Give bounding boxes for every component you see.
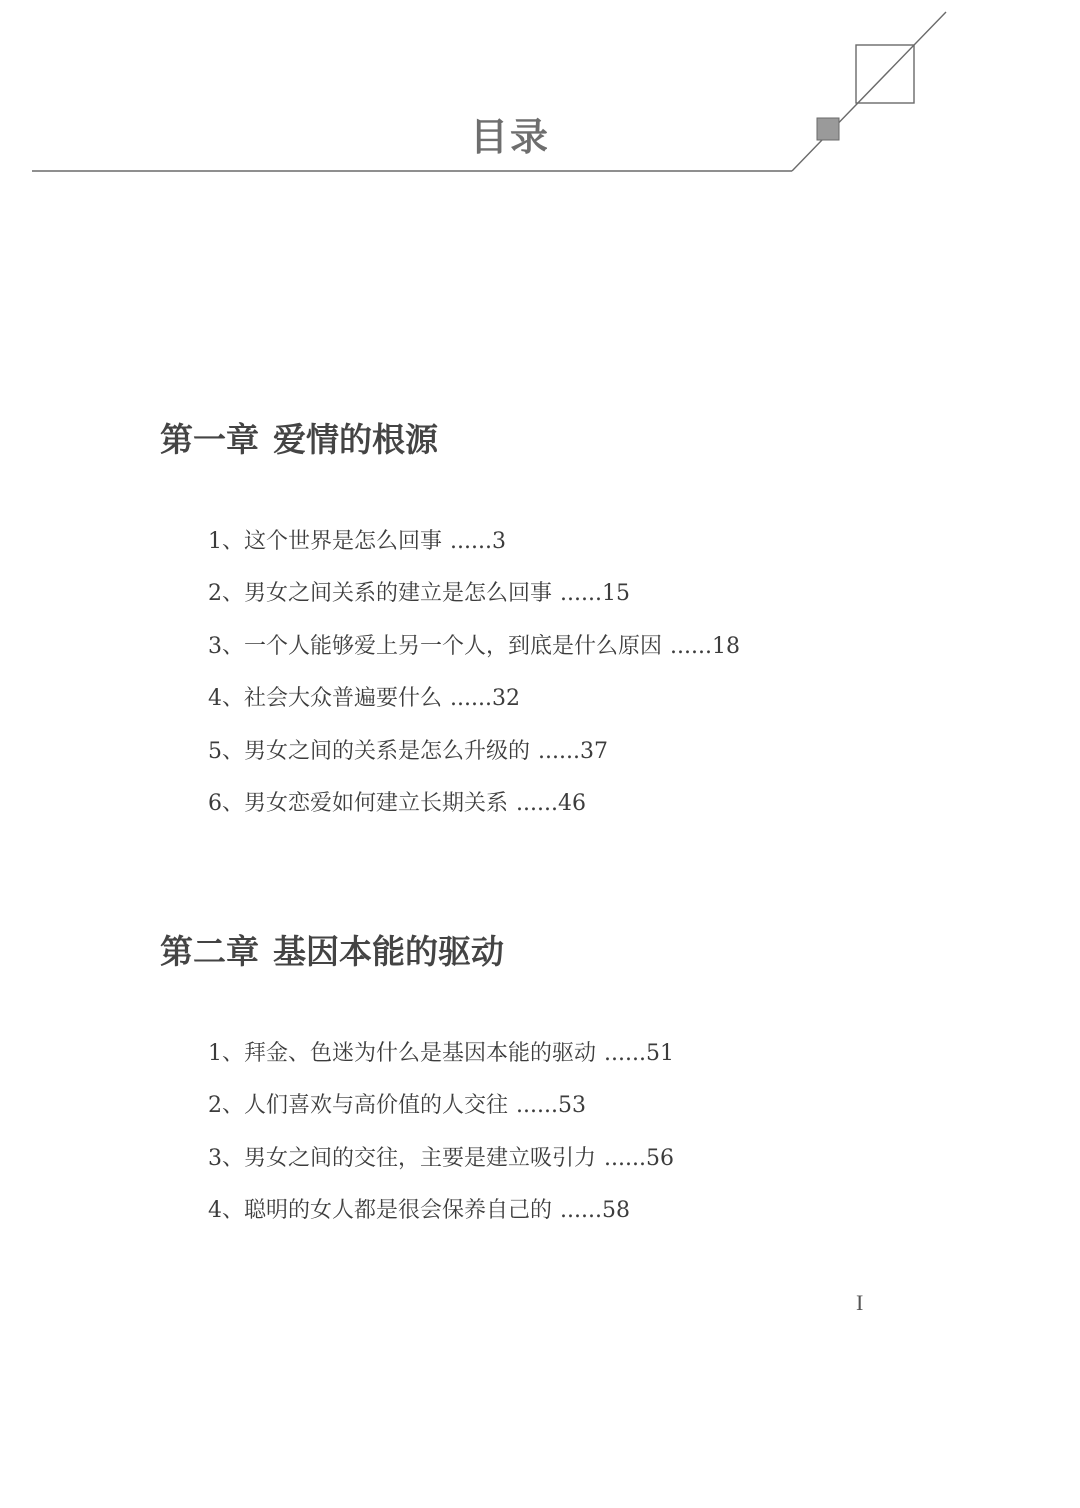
entry-page: 15 <box>601 581 630 607</box>
toc-entry[interactable] <box>208 1080 968 1132</box>
entry-leader: ...... <box>560 1198 602 1224</box>
toc-entry[interactable] <box>208 673 968 725</box>
toc-entry[interactable] <box>208 726 968 778</box>
entry-list <box>208 1028 968 1238</box>
entry-index: 4、 <box>208 686 244 712</box>
chapter-1 <box>160 418 980 816</box>
page-title: 目录 <box>470 115 551 159</box>
entry-leader: ...... <box>604 1145 646 1171</box>
entry-text: 社会大众普遍要什么 <box>244 686 443 712</box>
entry-leader: ...... <box>560 581 602 607</box>
toc-entry[interactable] <box>208 778 968 830</box>
entry-leader: ...... <box>450 529 492 554</box>
entry-page: 37 <box>579 738 608 764</box>
chapter-title: 爱情的根源 <box>273 420 438 459</box>
entry-index: 1、 <box>208 1041 244 1066</box>
entry-page: 51 <box>645 1041 674 1066</box>
page-number: I <box>856 1290 864 1315</box>
entry-page: 18 <box>711 633 740 659</box>
toc-entry[interactable] <box>208 1028 968 1080</box>
entry-index: 2、 <box>208 581 244 607</box>
entry-index: 3、 <box>208 1145 244 1171</box>
chapter-2 <box>160 930 980 1224</box>
entry-text: 男女恋爱如何建立长期关系 <box>244 790 509 816</box>
toc-entry[interactable] <box>208 621 968 673</box>
entry-leader: ...... <box>450 686 492 712</box>
entry-text: 男女之间的关系是怎么升级的 <box>244 738 531 764</box>
entry-page: 46 <box>557 790 586 816</box>
chapter-number: 第一章 <box>160 420 259 459</box>
entry-index: 5、 <box>208 738 244 764</box>
entry-leader: ...... <box>604 1041 646 1066</box>
entry-leader: ...... <box>538 738 580 764</box>
entry-leader: ...... <box>516 790 558 816</box>
entry-index: 6、 <box>208 790 244 816</box>
chapter-heading <box>160 418 980 462</box>
entry-text: 这个世界是怎么回事 <box>244 529 443 554</box>
entry-text: 男女之间关系的建立是怎么回事 <box>244 581 553 607</box>
entry-index: 4、 <box>208 1198 244 1224</box>
toc-entry[interactable] <box>208 568 968 620</box>
entry-text: 人们喜欢与高价值的人交往 <box>244 1093 509 1119</box>
header-ornament <box>0 0 1080 200</box>
entry-index: 1、 <box>208 529 244 554</box>
entry-index: 2、 <box>208 1093 244 1119</box>
entry-page: 53 <box>557 1093 586 1119</box>
toc-entry[interactable] <box>208 1133 968 1185</box>
entry-page: 58 <box>601 1198 630 1224</box>
entry-page: 3 <box>491 529 506 554</box>
chapter-number: 第二章 <box>160 932 259 971</box>
entry-leader: ...... <box>516 1093 558 1119</box>
entry-leader: ...... <box>670 633 712 659</box>
filled-square <box>817 118 839 140</box>
entry-page: 32 <box>491 686 520 712</box>
entry-text: 拜金、色迷为什么是基因本能的驱动 <box>244 1041 597 1066</box>
toc-entry[interactable] <box>208 1185 968 1237</box>
entry-list <box>208 516 968 830</box>
header-diagonal <box>792 12 946 171</box>
entry-text: 聪明的女人都是很会保养自己的 <box>244 1198 553 1224</box>
chapter-heading <box>160 930 980 974</box>
entry-text: 一个人能够爱上另一个人，到底是什么原因 <box>244 633 663 659</box>
entry-index: 3、 <box>208 633 244 659</box>
entry-text: 男女之间的交往，主要是建立吸引力 <box>244 1145 597 1171</box>
toc-entry[interactable] <box>208 516 968 568</box>
chapter-title: 基因本能的驱动 <box>273 932 504 971</box>
entry-page: 56 <box>645 1145 674 1171</box>
